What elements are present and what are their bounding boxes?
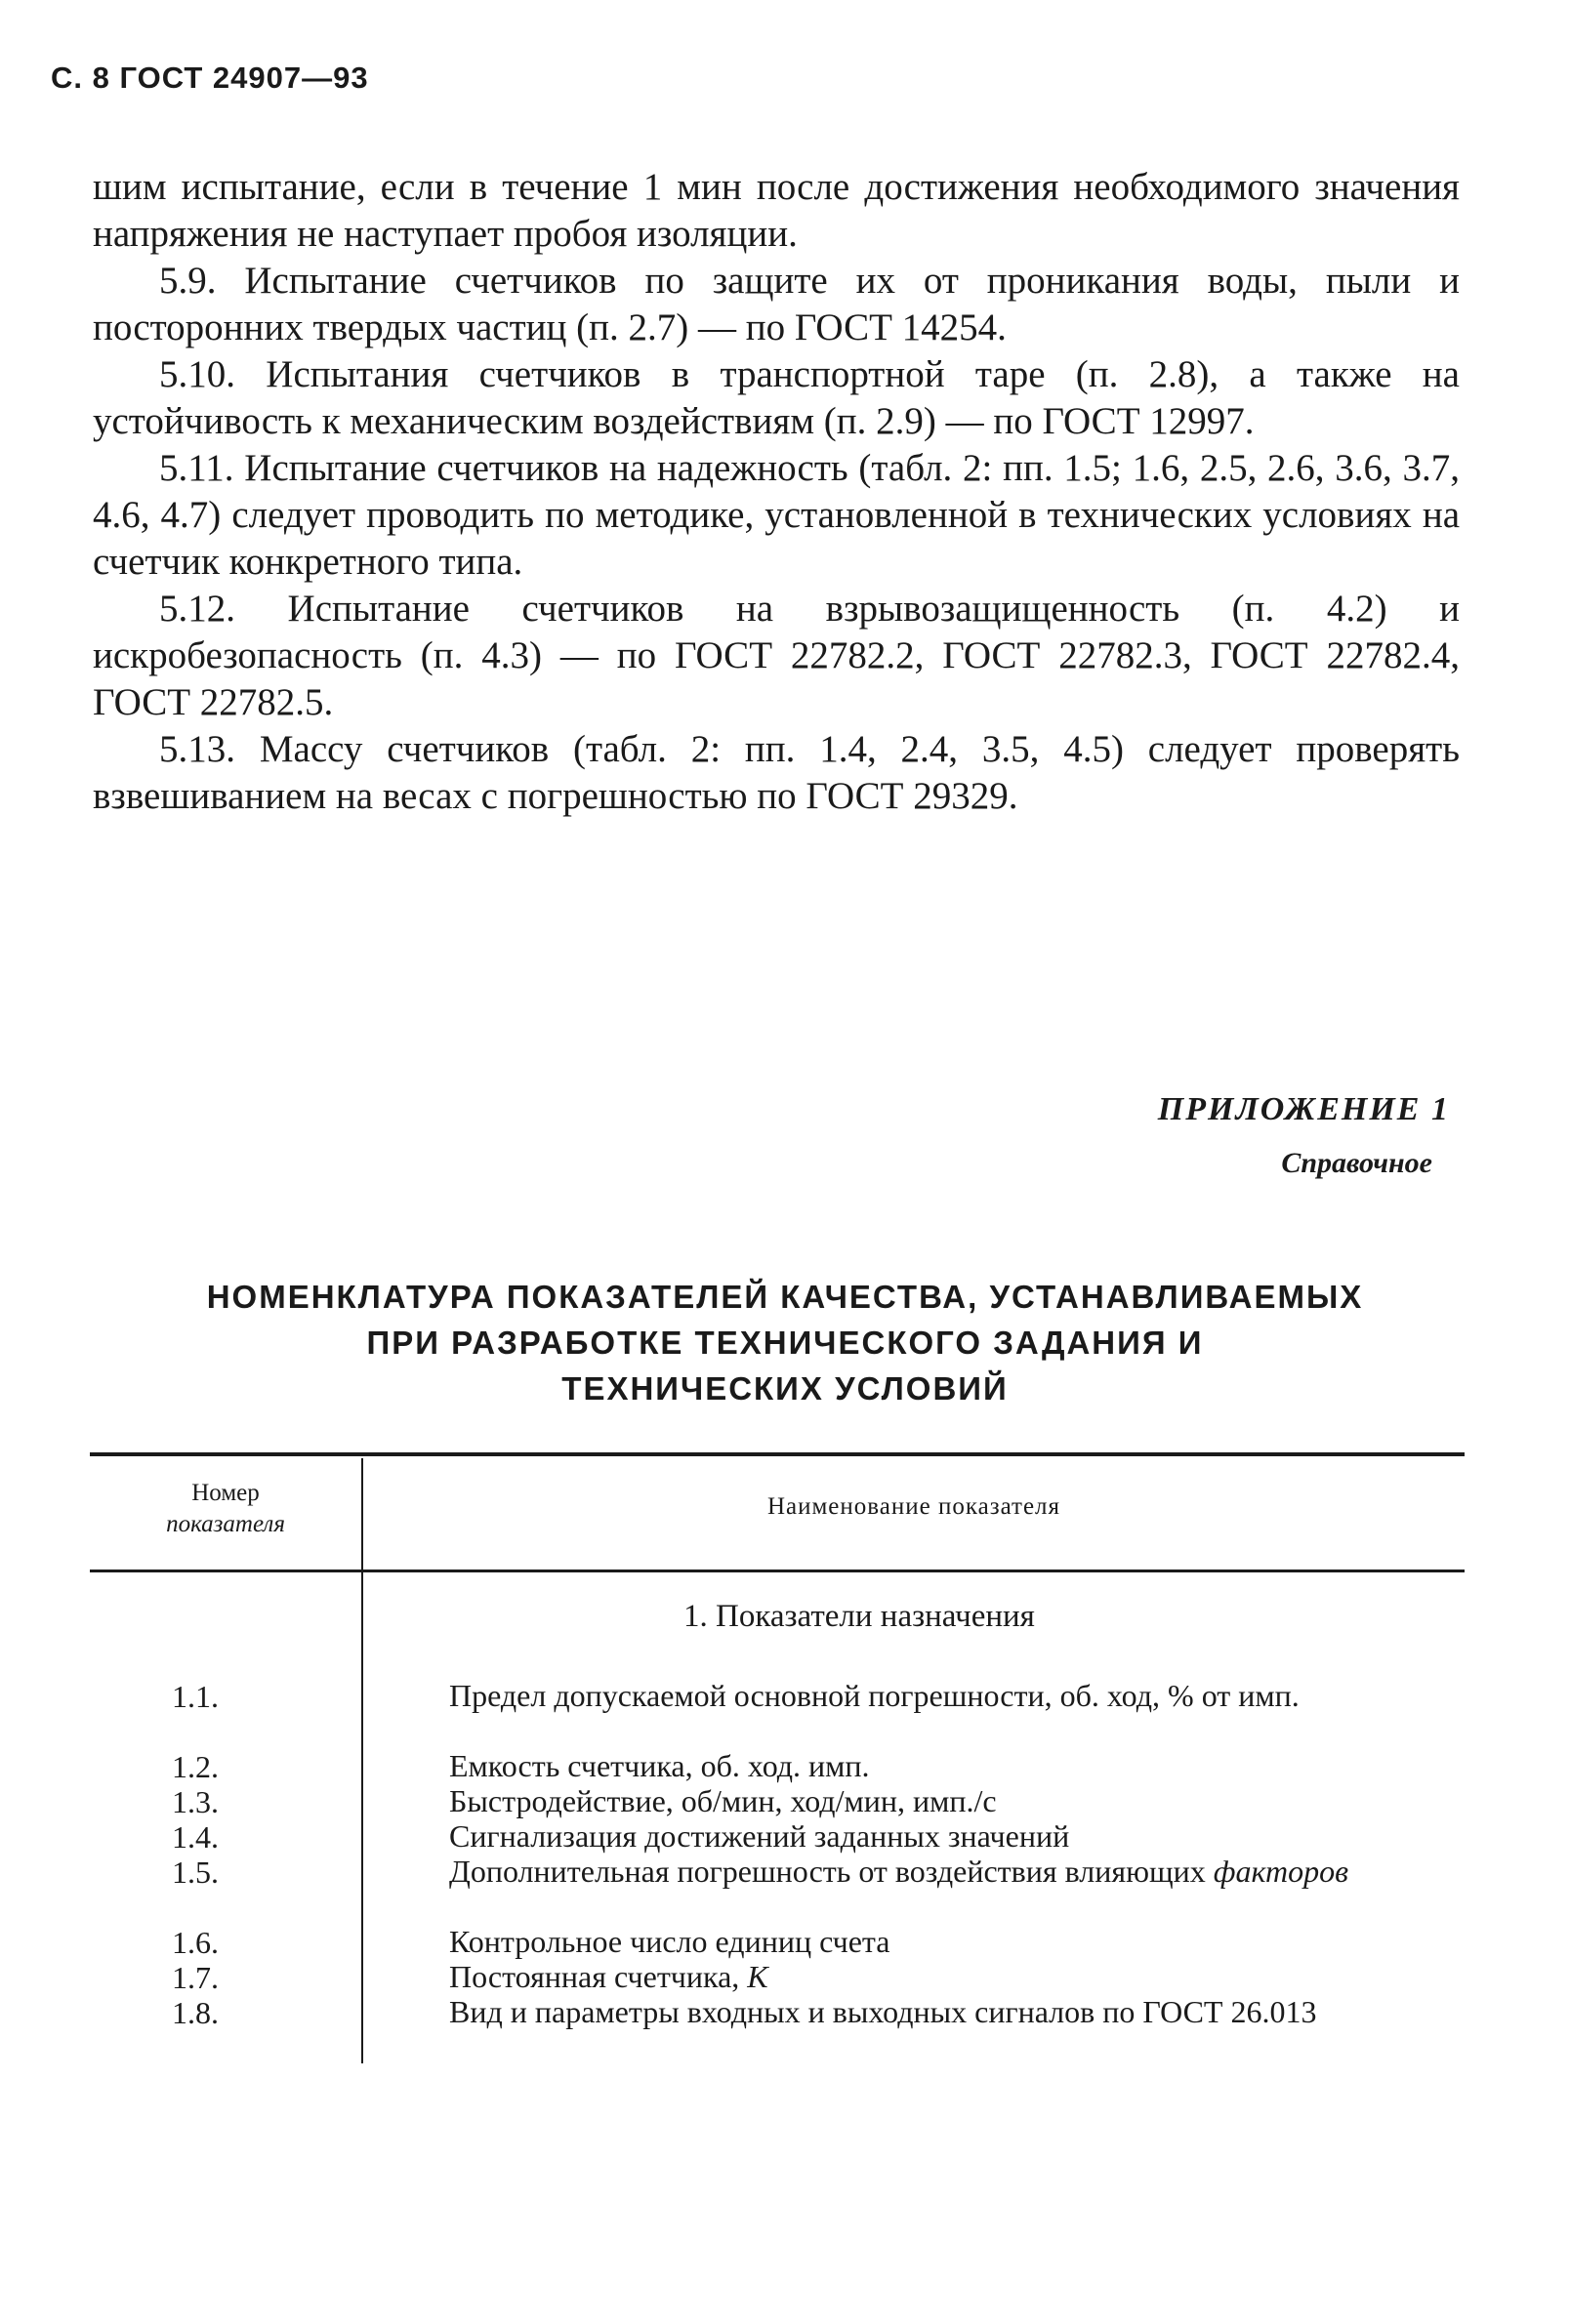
table-section-title: 1. Показатели назначения <box>683 1599 1035 1634</box>
paragraph-5-9: 5.9. Испытание счетчиков по защите их от проникания воды, пыли и посторонних твердых частиц (п. 2.7) — по ГОСТ 14254. <box>93 260 1460 348</box>
constant-symbol: К <box>747 1959 768 1994</box>
page-header: С. 8 ГОСТ 24907—93 <box>51 61 369 95</box>
row-name: Предел допускаемой основной погрешности, об. ход, % от имп. <box>449 1678 1300 1713</box>
row-name-italic: факторов <box>1213 1854 1349 1889</box>
heading-line: ТЕХНИЧЕСКИХ УСЛОВИЙ <box>561 1370 1009 1407</box>
row-name <box>449 1855 1460 1888</box>
appendix-title: ПРИЛОЖЕНИЕ 1 <box>1157 1091 1450 1127</box>
row-name: Вид и параметры входных и выходных сигналов по ГОСТ 26.013 <box>449 1994 1317 2029</box>
row-name: Быстродействие, об/мин, ход/мин, имп./с <box>449 1783 997 1818</box>
paragraph-5-13: 5.13. Массу счетчиков (табл. 2: пп. 1.4, 2.4, 3.5, 4.5) следует проверять взвешиванием на весах с погрешностью по ГОСТ 29329. <box>93 728 1460 817</box>
paragraph-5-10: 5.10. Испытания счетчиков в транспортной таре (п. 2.8), а также на устойчивость к механическим воздействиям (п. 2.9) — по ГОСТ 12997. <box>93 353 1460 442</box>
table-column-divider <box>361 1458 363 2063</box>
row-number: 1.5. <box>172 1855 219 1890</box>
table-header-rule <box>90 1570 1465 1572</box>
row-number: 1.1. <box>172 1679 219 1714</box>
row-number: 1.6. <box>172 1925 219 1960</box>
paragraph-5-12: 5.12. Испытание счетчиков на взрывозащищенность (п. 4.2) и искробезопасность (п. 4.3) — по ГОСТ 22782.2, ГОСТ 22782.3, ГОСТ 22782.4, ГОСТ 22782.5. <box>93 588 1460 723</box>
nomenclature-heading <box>59 1274 1511 1411</box>
heading-line: ПРИ РАЗРАБОТКЕ ТЕХНИЧЕСКОГО ЗАДАНИЯ И <box>366 1325 1204 1361</box>
row-name: Сигнализация достижений заданных значений <box>449 1818 1070 1854</box>
column-header-name: Наименование показателя <box>766 1493 1061 1520</box>
row-name: Постоянная счетчика, К <box>449 1959 768 1994</box>
paragraph-continuation: шим испытание, если в течение 1 мин после достижения необходимого значения напряжения не наступает пробоя изоляции. <box>93 166 1460 255</box>
row-number: 1.4. <box>172 1819 219 1855</box>
row-name-text: Дополнительная погрешность от воздействия влияющих <box>449 1854 1214 1889</box>
row-name: Емкость счетчика, об. ход. имп. <box>449 1748 870 1783</box>
row-number: 1.2. <box>172 1749 219 1784</box>
row-number: 1.8. <box>172 1995 219 2030</box>
column-header-number: Номер показателя <box>166 1480 285 1537</box>
row-number: 1.3. <box>172 1784 219 1819</box>
appendix-subtitle: Справочное <box>1281 1147 1432 1179</box>
table-top-rule <box>90 1452 1465 1456</box>
paragraph-5-11: 5.11. Испытание счетчиков на надежность (табл. 2: пп. 1.5; 1.6, 2.5, 2.6, 3.6, 3.7, 4.6, 4.7) следует проводить по методике, установленной в технических условиях на счетчик конкретного типа. <box>93 447 1460 583</box>
body-text <box>93 164 1460 820</box>
heading-line: НОМЕНКЛАТУРА ПОКАЗАТЕЛЕЙ КАЧЕСТВА, УСТАНАВЛИВАЕМЫХ <box>206 1279 1364 1315</box>
row-name: Контрольное число единиц счета <box>449 1924 890 1959</box>
row-number: 1.7. <box>172 1960 219 1995</box>
